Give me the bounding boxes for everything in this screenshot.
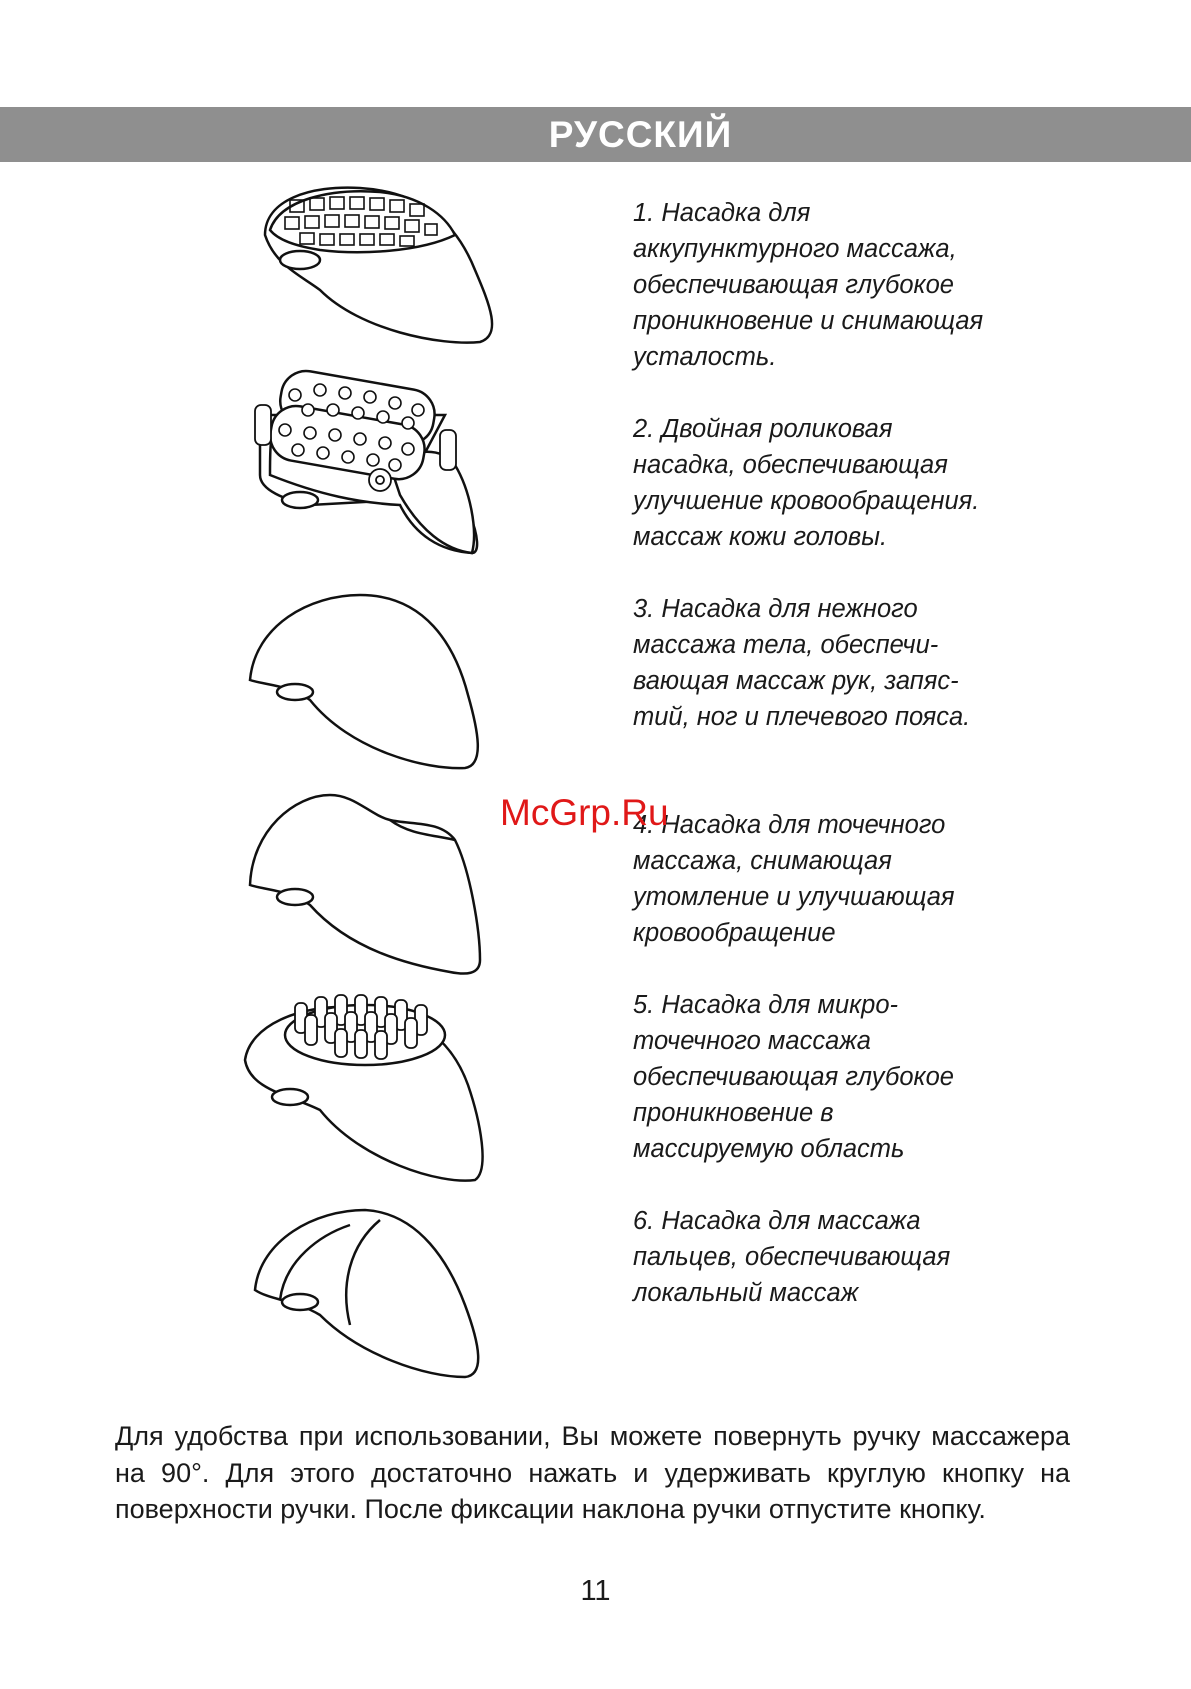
language-header-bar [0, 107, 1191, 162]
acupuncture-attachment-icon [240, 180, 520, 350]
double-roller-attachment-icon [240, 355, 520, 555]
item-3-description: 3. Насадка для нежного массажа тела, обеспечи- вающая массаж рук, запяс- тий, ног и плечевого пояса. [633, 595, 971, 731]
rotation-instructions: Для удобства при использовании, Вы можете повернуть ручку массажера на 90°. Для этого достаточно нажать и удерживать круглую кнопку на поверхности ручки. После фиксации наклона ручки отпустите кнопку. [115, 1421, 1070, 1524]
item-1-description: 1. Насадка для аккупунктурного массажа, обеспечивающая глубокое проникновение и снимающая усталость. [633, 199, 984, 371]
item-5-description: 5. Насадка для микро- точечного массажа обеспечивающая глубокое проникновение в массируемую область [633, 991, 954, 1163]
page-number: 11 [580, 1575, 611, 1607]
item-2-description: 2. Двойная роликовая насадка, обеспечивающая улучшение кровообращения. массаж кожи головы. [633, 415, 980, 551]
point-attachment-icon [240, 790, 520, 980]
watermark: McGrp.Ru [500, 792, 669, 833]
item-4-description: 4. Насадка для точечного массажа, снимающая утомление и улучшающая кровообращение [633, 811, 955, 947]
language-title: РУССКИЙ [548, 114, 733, 155]
item-6-description: 6. Насадка для массажа пальцев, обеспечивающая локальный массаж [633, 1207, 951, 1307]
micro-point-attachment-icon [240, 985, 520, 1190]
finger-attachment-icon [240, 1205, 520, 1380]
smooth-attachment-icon [240, 585, 520, 775]
